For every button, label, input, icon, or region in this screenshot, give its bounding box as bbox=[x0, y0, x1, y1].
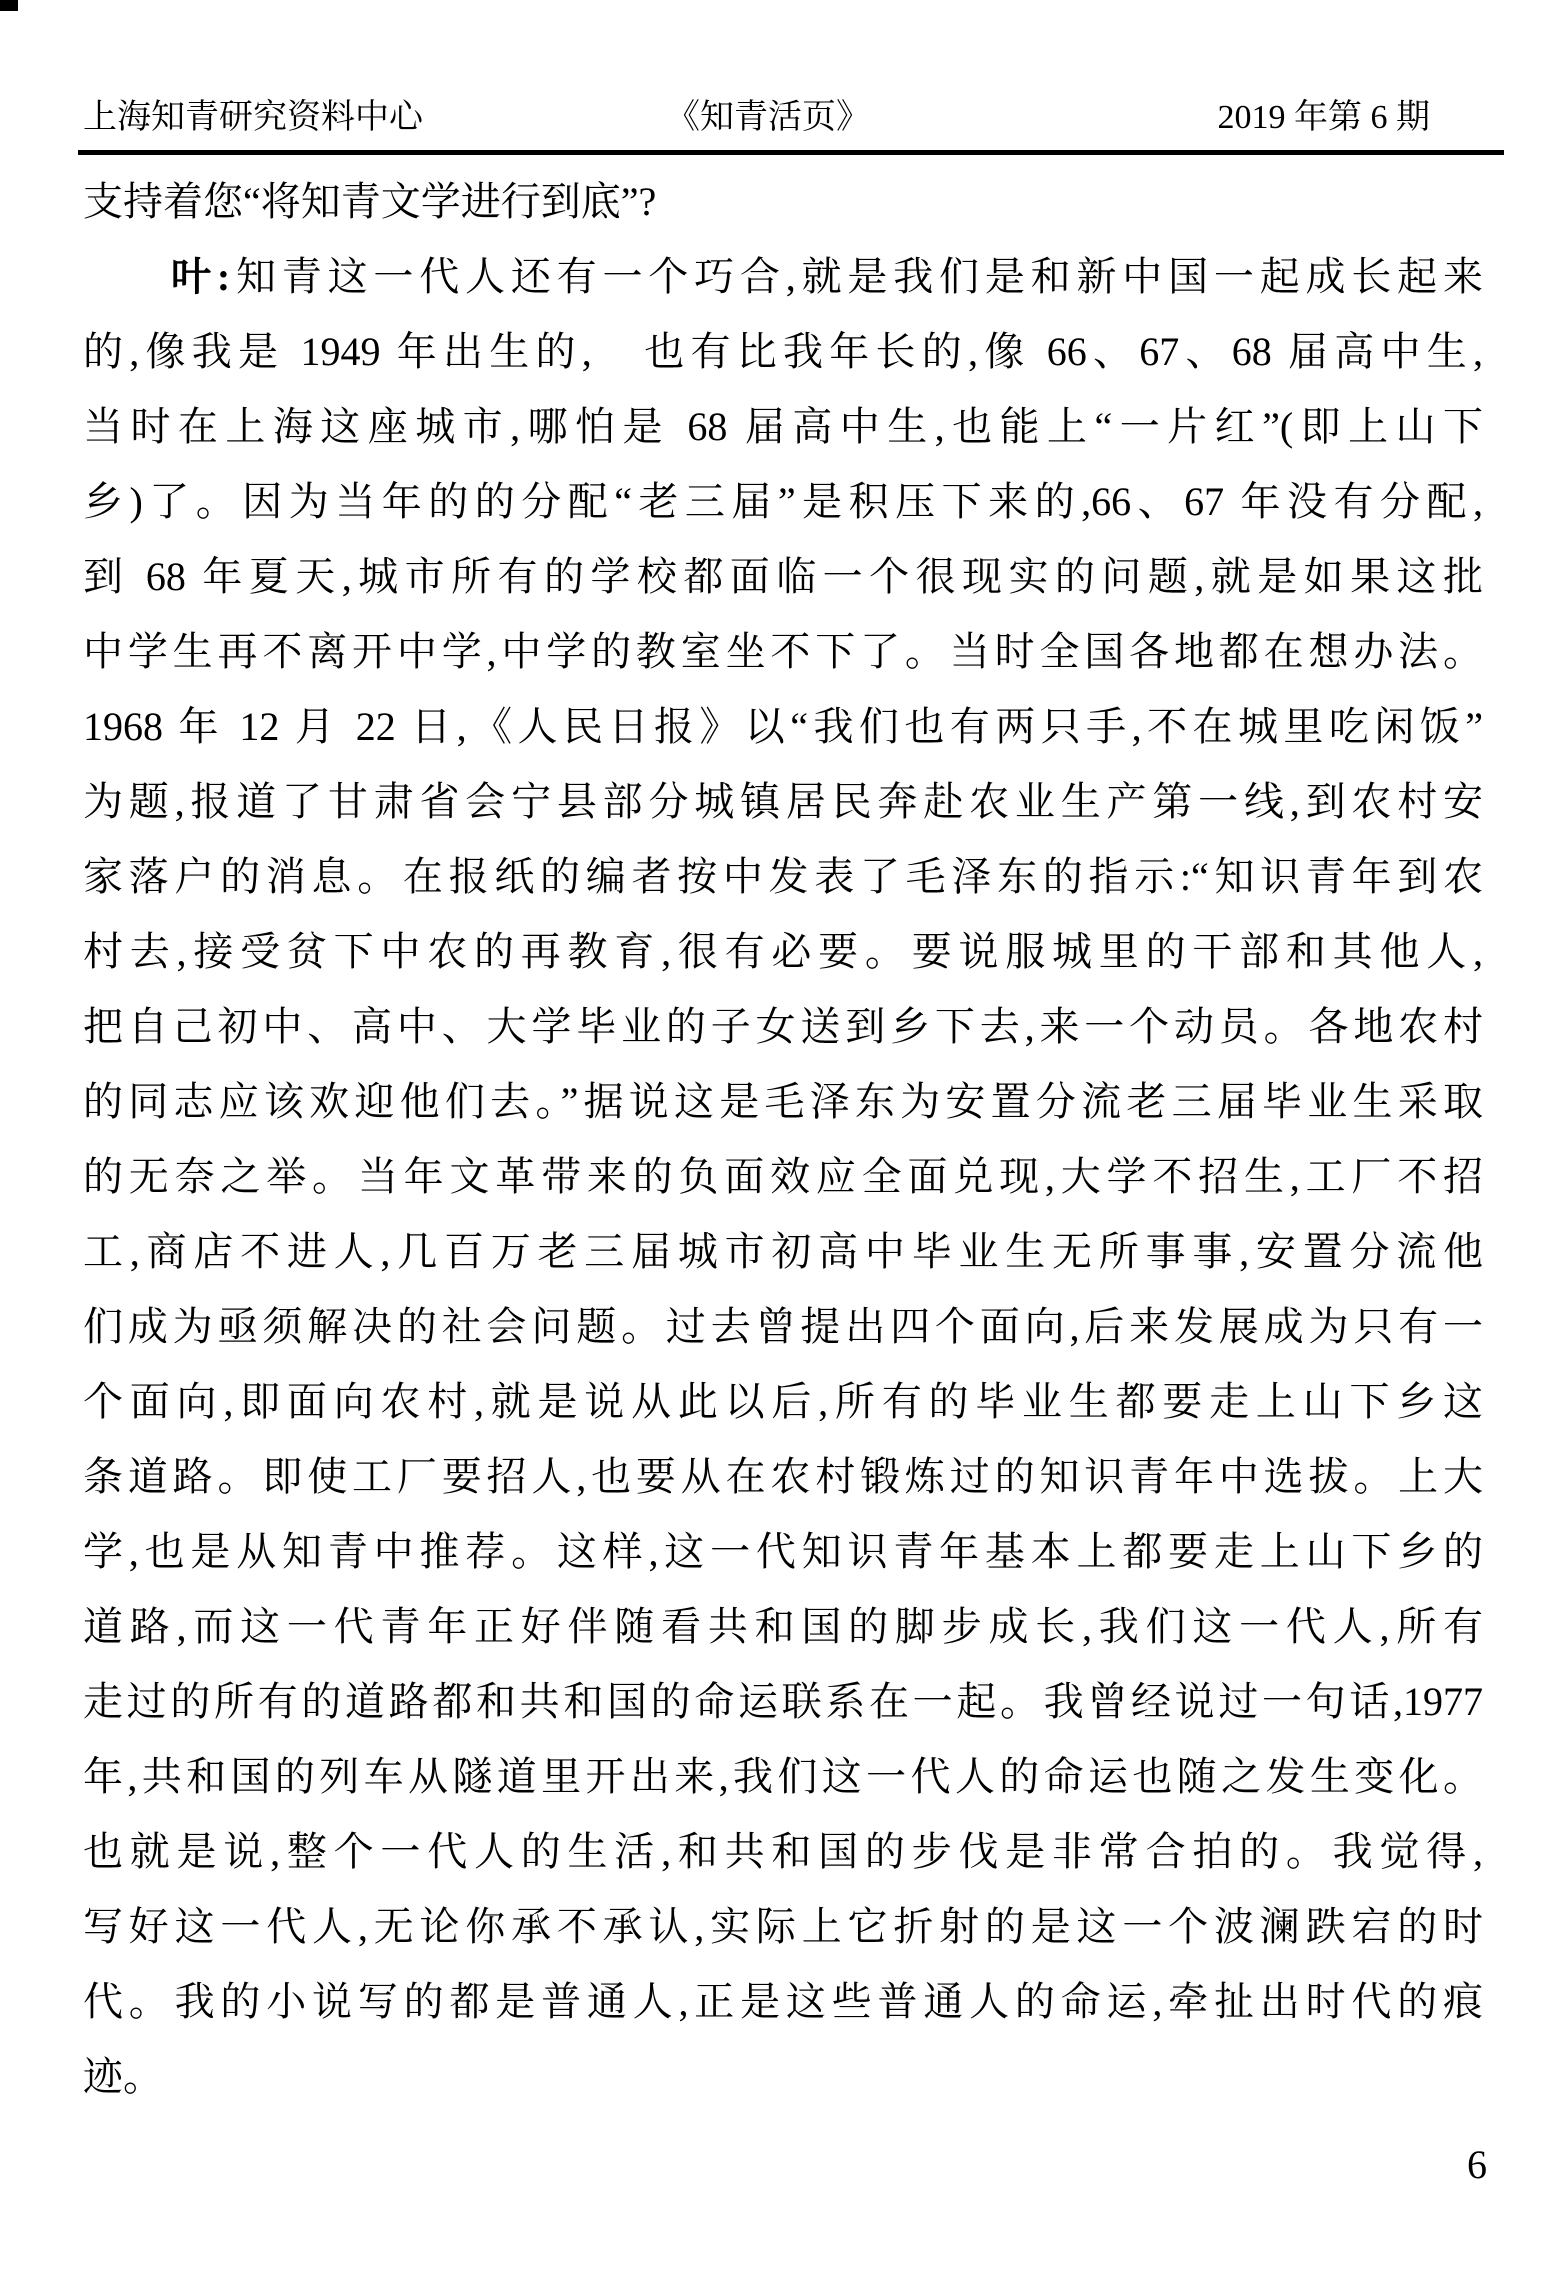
text-line: 道路,而这一代青年正好伴随看共和国的脚步成长,我们这一代人,所有 bbox=[83, 1604, 1483, 1649]
text-line: 家落户的消息。在报纸的编者按中发表了毛泽东的指示:“知识青年到农 bbox=[83, 854, 1483, 899]
body-text bbox=[83, 164, 1483, 2114]
text-line: 把自己初中、高中、大学毕业的子女送到乡下去,来一个动员。各地农村 bbox=[83, 1004, 1483, 1049]
text-line: 代。我的小说写的都是普通人,正是这些普通人的命运,牵扯出时代的痕 bbox=[83, 1979, 1483, 2024]
header-publication-title: 《知青活页》 bbox=[666, 99, 870, 136]
text-line: 个面向,即面向农村,就是说从此以后,所有的毕业生都要走上山下乡这 bbox=[83, 1379, 1483, 1424]
text-line: 叶:知青这一代人还有一个巧合,就是我们是和新中国一起成长起来 bbox=[171, 254, 1483, 299]
header-issue-number: 2019 年第 6 期 bbox=[1217, 99, 1430, 136]
text-line: 支持着您“将知青文学进行到底”? bbox=[83, 179, 657, 224]
header-organization: 上海知青研究资料中心 bbox=[83, 99, 423, 136]
text-line: 也就是说,整个一代人的生活,和共和国的步伐是非常合拍的。我觉得, bbox=[83, 1829, 1483, 1874]
text-line: 写好这一代人,无论你承不承认,实际上它折射的是这一个波澜跌宕的时 bbox=[83, 1904, 1483, 1949]
text-line: 为题,报道了甘肃省会宁县部分城镇居民奔赴农业生产第一线,到农村安 bbox=[83, 779, 1483, 824]
text-line: 1968 年 12 月 22 日,《人民日报》以“我们也有两只手,不在城里吃闲饭” bbox=[83, 704, 1483, 749]
text-line: 条道路。即使工厂要招人,也要从在农村锻炼过的知识青年中选拔。上大 bbox=[83, 1454, 1483, 1499]
text-line: 的,像我是 1949 年出生的, 也有比我年长的,像 66、67、68 届高中生, bbox=[83, 329, 1483, 374]
text-line: 们成为亟须解决的社会问题。过去曾提出四个面向,后来发展成为只有一 bbox=[83, 1304, 1483, 1349]
speaker-name: 叶: bbox=[171, 254, 231, 299]
header-divider-rule bbox=[78, 150, 1504, 155]
text-line: 年,共和国的列车从隧道里开出来,我们这一代人的命运也随之发生变化。 bbox=[83, 1754, 1483, 1799]
text-line: 村去,接受贫下中农的再教育,很有必要。要说服城里的干部和其他人, bbox=[83, 929, 1483, 974]
text-line: 工,商店不进人,几百万老三届城市初高中毕业生无所事事,安置分流他 bbox=[83, 1229, 1483, 1274]
text-line: 学,也是从知青中推荐。这样,这一代知识青年基本上都要走上山下乡的 bbox=[83, 1529, 1483, 1574]
page-number: 6 bbox=[1467, 2142, 1487, 2187]
text-line: 中学生再不离开中学,中学的教室坐不下了。当时全国各地都在想办法。 bbox=[83, 629, 1483, 674]
text-line: 到 68 年夏天,城市所有的学校都面临一个很现实的问题,就是如果这批 bbox=[83, 554, 1483, 599]
text-line: 的同志应该欢迎他们去。”据说这是毛泽东为安置分流老三届毕业生采取 bbox=[83, 1079, 1483, 1124]
text-line: 迹。 bbox=[83, 2054, 163, 2099]
text-line: 乡)了。因为当年的的分配“老三届”是积压下来的,66、67 年没有分配, bbox=[83, 479, 1483, 524]
scan-artifact-corner bbox=[0, 0, 18, 11]
page-header bbox=[83, 96, 1430, 140]
text-line: 走过的所有的道路都和共和国的命运联系在一起。我曾经说过一句话,1977 bbox=[83, 1679, 1483, 1724]
text-line: 当时在上海这座城市,哪怕是 68 届高中生,也能上“一片红”(即上山下 bbox=[83, 404, 1483, 449]
text-line: 的无奈之举。当年文革带来的负面效应全面兑现,大学不招生,工厂不招 bbox=[83, 1154, 1483, 1199]
